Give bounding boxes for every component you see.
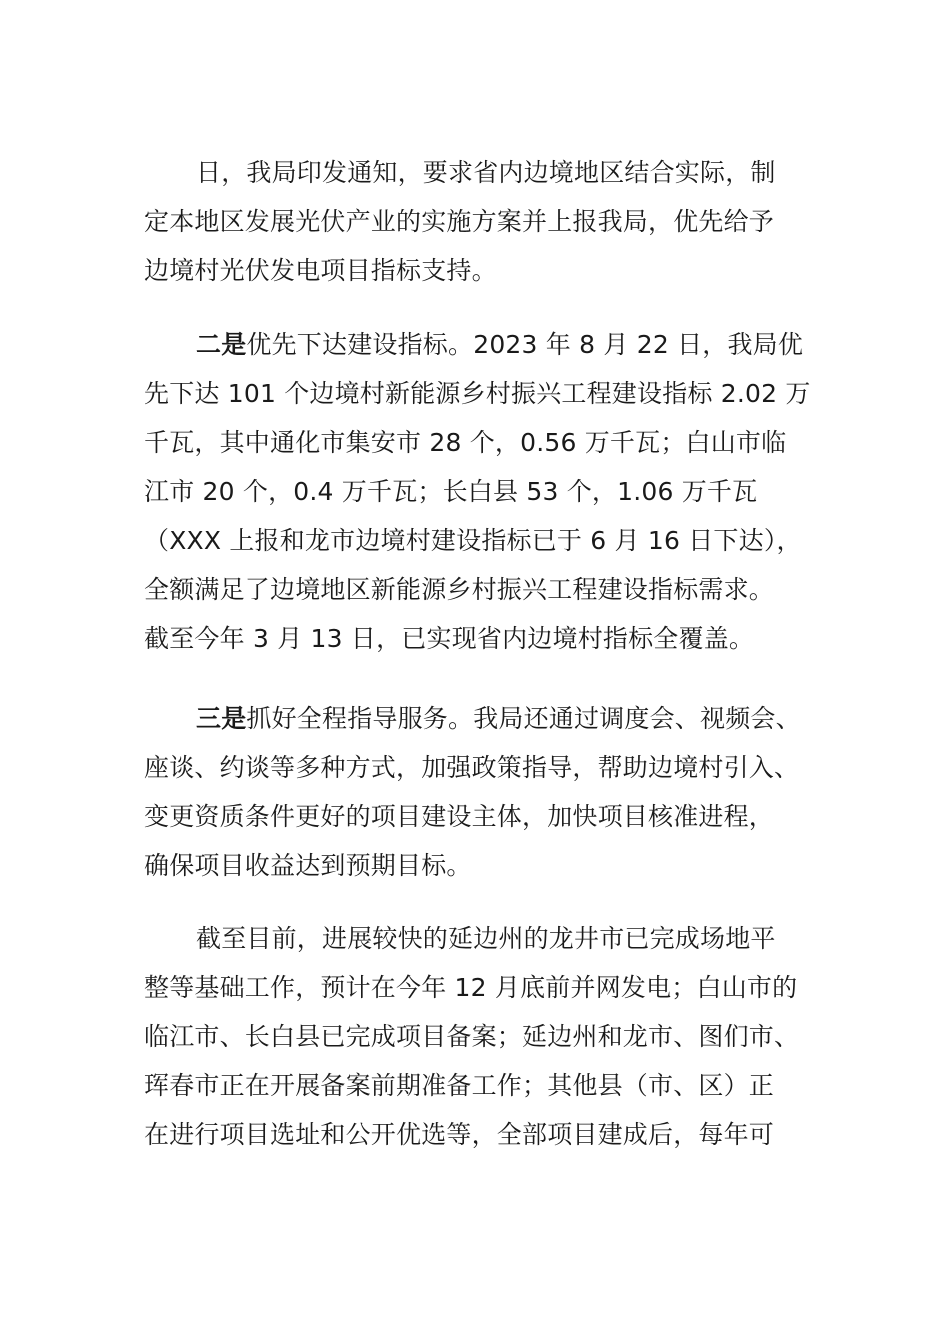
paragraph-1-line-2: 定本地区发展光伏产业的实施方案并上报我局，优先给予: [144, 207, 775, 236]
paragraph-3-line-1: [144, 694, 824, 743]
paragraph-4: [144, 914, 824, 1159]
paragraph-4-line-2: 整等基础工作，预计在今年 12 月底前并网发电；白山市的: [144, 973, 798, 1002]
paragraph-1-line-1: 日，我局印发通知，要求省内边境地区结合实际，制: [196, 158, 776, 187]
paragraph-4-line-3: 临江市、长白县已完成项目备案；延边州和龙市、图们市、: [144, 1022, 800, 1051]
paragraph-2-line-6: 全额满足了边境地区新能源乡村振兴工程建设指标需求。: [144, 575, 775, 604]
paragraph-3-line-2: 座谈、约谈等多种方式，加强政策指导，帮助边境村引入、: [144, 753, 800, 782]
paragraph-1-line-3: 边境村光伏发电项目指标支持。: [144, 256, 497, 285]
paragraph-3-line-3: 变更资质条件更好的项目建设主体，加快项目核准进程，: [144, 802, 775, 831]
paragraph-2-line-2: 先下达 101 个边境村新能源乡村振兴工程建设指标 2.02 万: [144, 379, 811, 408]
paragraph-1: [144, 148, 824, 295]
paragraph-2-line-5: （XXX 上报和龙市边境村建设指标已于 6 月 16 日下达），: [144, 526, 802, 555]
paragraph-3: [144, 694, 824, 890]
paragraph-2-line-7: 截至今年 3 月 13 日，已实现省内边境村指标全覆盖。: [144, 624, 755, 653]
paragraph-2-lead: 二是: [196, 330, 247, 359]
paragraph-2-line-4: 江市 20 个，0.4 万千瓦；长白县 53 个，1.06 万千瓦: [144, 477, 758, 506]
paragraph-2-first-line-text: 优先下达建设指标。2023 年 8 月 22 日，我局优: [246, 330, 804, 359]
paragraph-2-line-1: [144, 320, 824, 369]
paragraph-3-first-line-text: 抓好全程指导服务。我局还通过调度会、视频会、: [246, 704, 801, 733]
paragraph-4-line-1: 截至目前，进展较快的延边州的龙井市已完成场地平: [196, 924, 776, 953]
paragraph-3-lead: 三是: [196, 704, 247, 733]
paragraph-4-line-5: 在进行项目选址和公开优选等，全部项目建成后，每年可: [144, 1120, 775, 1149]
paragraph-3-line-4: 确保项目收益达到预期目标。: [144, 851, 472, 880]
paragraph-2: [144, 320, 824, 663]
paragraph-4-line-4: 珲春市正在开展备案前期准备工作；其他县（市、区）正: [144, 1071, 775, 1100]
paragraph-2-line-3: 千瓦，其中通化市集安市 28 个，0.56 万千瓦；白山市临: [144, 428, 787, 457]
